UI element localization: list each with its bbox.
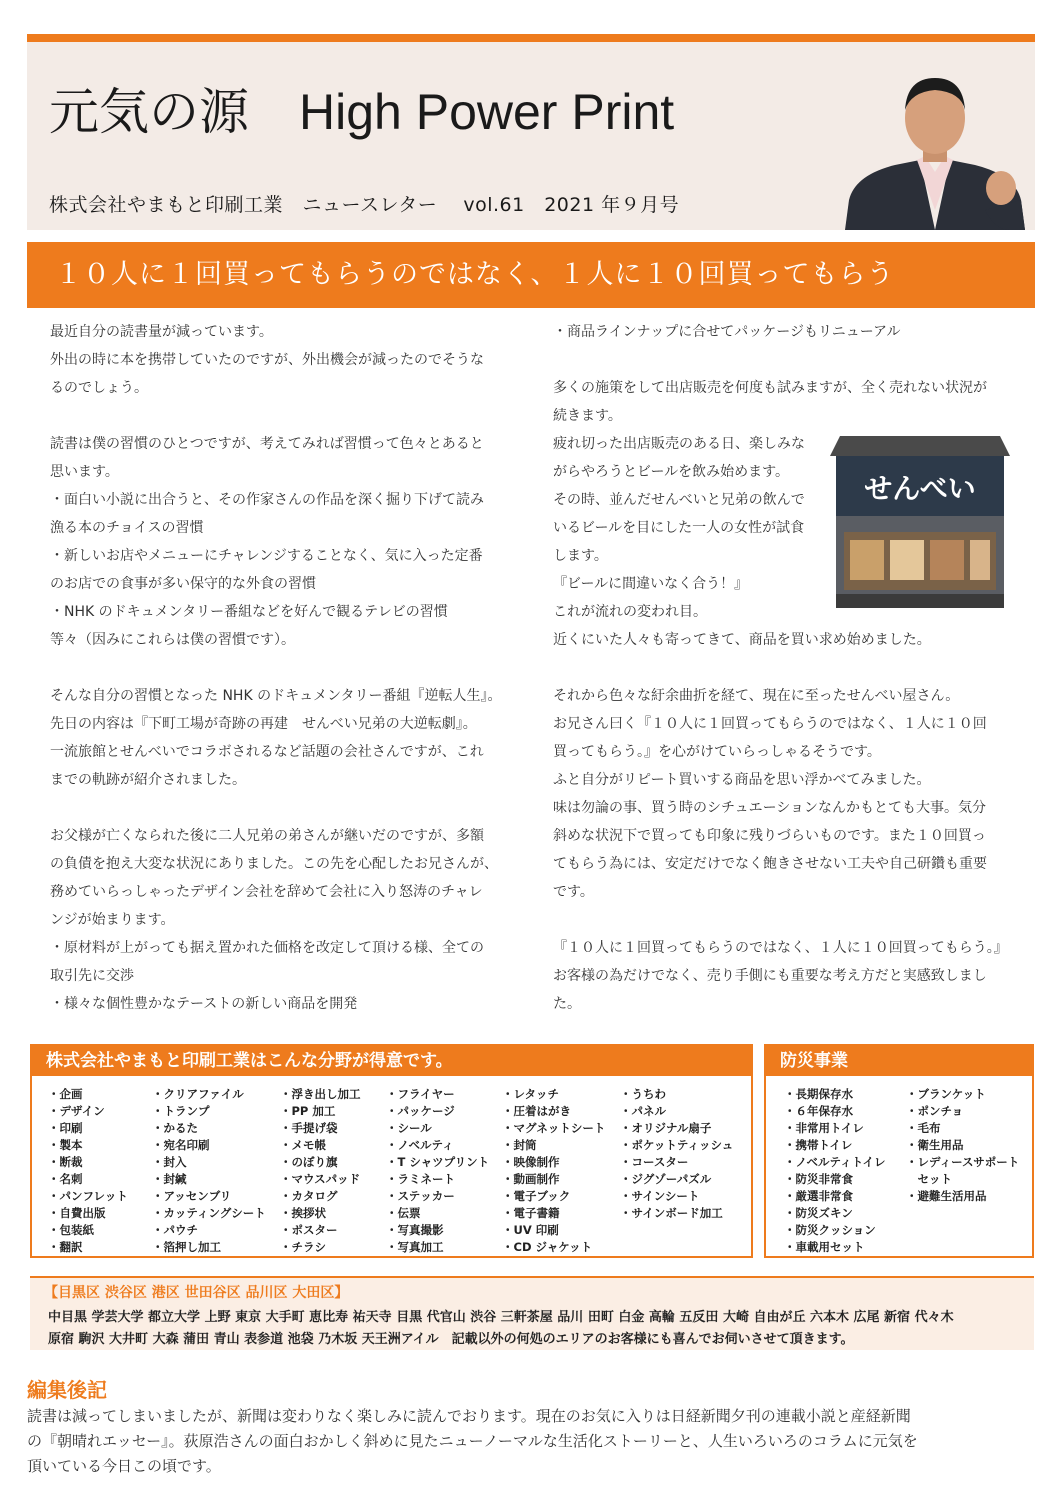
list-item: ・パッケージ	[386, 1104, 455, 1118]
paragraph-line: 読書は僕の習慣のひとつですが、考えてみれば習慣って色々とあると	[50, 436, 484, 452]
paragraph-line: 務めていらっしゃったデザイン会社を辞めて会社に入り怒涛のチャレ	[50, 884, 483, 900]
paragraph-line: ・商品ラインナップに合せてパッケージもリニューアル	[553, 324, 901, 340]
list-item: ・避難生活用品	[906, 1189, 987, 1203]
list-item: ・長期保存水	[784, 1087, 853, 1101]
paragraph-line	[50, 654, 520, 682]
list-item: ・箔押し加工	[152, 1240, 221, 1254]
list-item: ・製本	[48, 1138, 83, 1152]
paragraph-line: それから色々な紆余曲折を経て、現在に至ったせんべい屋さん。	[553, 688, 960, 704]
list-item: ・メモ帳	[280, 1138, 326, 1152]
paragraph-line: 最近自分の読書量が減っています。	[50, 324, 273, 340]
paragraph-line: 取引先に交渉	[50, 968, 134, 984]
list-item: ・PP 加工	[280, 1104, 336, 1118]
list-item: ・電子ブック	[502, 1189, 571, 1203]
list-item: ・伝票	[386, 1206, 421, 1220]
list-item: ・携帯トイレ	[784, 1138, 853, 1152]
paragraph-line: がらやろうとビールを飲み始めます。	[553, 464, 790, 480]
headline-banner: １０人に１回買ってもらうのではなく、１人に１０回買ってもらう	[27, 242, 1035, 308]
paragraph-line: 一流旅館とせんべいでコラボされるなど話題の会社さんですが、これ	[50, 744, 484, 760]
list-item: ・かるた	[152, 1121, 198, 1135]
list-item: ・ポケットティッシュ	[620, 1138, 734, 1152]
list-item: ・電子書籍	[502, 1206, 560, 1220]
list-item: ・映像制作	[502, 1155, 560, 1169]
list-item: ・トランプ	[152, 1104, 210, 1118]
paragraph-line: 続きます。	[553, 408, 622, 424]
list-item: ・ブランケット	[906, 1087, 986, 1101]
paragraph-line: 近くにいた人々も寄ってきて、商品を買い求め始めました。	[553, 632, 931, 648]
paragraph-line: の『朝晴れエッセー』。荻原浩さんの面白おかしく斜めに見たニューノーマルな生活化ストーリーと、人生いろいろのコラムに元気を	[27, 1432, 918, 1450]
list-item: ・レタッチ	[502, 1087, 560, 1101]
paragraph-line: そんな自分の習慣となった NHK のドキュメンタリー番組『逆転人生』。	[50, 688, 502, 704]
list-item: ・防災クッション	[784, 1223, 876, 1237]
list-item: ・名刺	[48, 1172, 83, 1186]
disaster-prevention-title: 防災事業	[766, 1046, 1032, 1076]
paragraph-line: ふと自分がリピート買いする商品を思い浮かべてみました。	[553, 772, 931, 788]
list-item: ・防災非常食	[784, 1172, 853, 1186]
list-item: ・アッセンブリ	[152, 1189, 232, 1203]
paragraph-line: 多くの施策をして出店販売を何度も試みますが、全く売れない状況が	[553, 380, 987, 396]
service-area-line-1: 中目黒 学芸大学 都立大学 上野 東京 大手町 恵比寿 祐天寺 目黒 代官山 渋谷 三軒茶屋 品川 田町 白金 高輪 五反田 大崎 自由が丘 六本木 広尾 新宿 代々木	[48, 1310, 954, 1325]
list-item: ・厳選非常食	[784, 1189, 853, 1203]
list-item: ・圧着はがき	[502, 1104, 571, 1118]
paragraph-line: いるビールを目にした一人の女性が試食	[553, 520, 805, 536]
list-item: ・パンフレット	[48, 1189, 128, 1203]
paragraph-line: のお店での食事が多い保守的な外食の習慣	[50, 576, 316, 592]
list-item: ・車載用セット	[784, 1240, 865, 1254]
paragraph-line: 斜めな状況下で買っても印象に残りづらいものです。また１０回買っ	[553, 828, 986, 844]
service-area-panel	[30, 1276, 1034, 1350]
paragraph-line: 疲れ切った出店販売のある日、楽しみな	[553, 436, 805, 452]
list-item: ・ラミネート	[386, 1172, 455, 1186]
list-item: ・UV 印刷	[502, 1223, 559, 1237]
skills-title: 株式会社やまもと印刷工業はこんな分野が得意です。	[32, 1046, 751, 1076]
paragraph-line: です。	[553, 884, 594, 900]
postscript-title: 編集後記	[27, 1378, 107, 1402]
paragraph-line: 『１０人に１回買ってもらうのではなく、１人に１０回買ってもらう。』	[553, 940, 1008, 956]
paragraph-line: 頂いている今日この頃です。	[27, 1457, 221, 1475]
paragraph-line: 外出の時に本を携帯していたのですが、外出機会が減ったのでそうな	[50, 352, 484, 368]
paragraph-line: ・様々な個性豊かなテーストの新しい商品を開発	[50, 996, 358, 1012]
senbei-shop-illustration	[830, 436, 1010, 608]
author-photo	[835, 60, 1035, 230]
paragraph-line: します。	[553, 548, 608, 564]
list-item: ・シール	[386, 1121, 432, 1135]
skills-column	[280, 1086, 361, 1256]
list-item: ・挨拶状	[280, 1206, 326, 1220]
list-item: ・ポンチョ	[906, 1104, 964, 1118]
paragraph-line	[50, 794, 520, 822]
list-item: ・マウスパッド	[280, 1172, 361, 1186]
list-item: ・コースター	[620, 1155, 689, 1169]
list-item: ・レディースサポート	[906, 1155, 1020, 1169]
paragraph-line: てもらう為には、安定だけでなく飽きさせない工夫や自己研鑽も重要	[553, 856, 987, 872]
list-item: ・オリジナル扇子	[620, 1121, 712, 1135]
paragraph-line: これが流れの変われ目。	[553, 604, 707, 620]
paragraph-line	[553, 654, 1023, 682]
paragraph-line: 漁る本のチョイスの習慣	[50, 520, 204, 536]
paragraph-line: ・NHK のドキュメンタリー番組などを好んで観るテレビの習慣	[50, 604, 448, 620]
paragraph-line: 味は勿論の事、買う時のシチュエーションなんかもとても大事。気分	[553, 800, 987, 816]
list-item: セット	[906, 1172, 952, 1186]
list-item: ・企画	[48, 1087, 83, 1101]
disaster-prevention-panel	[764, 1044, 1034, 1258]
list-item: ・封入	[152, 1155, 187, 1169]
list-item: ・サインボード加工	[620, 1206, 723, 1220]
list-item: ・封緘	[152, 1172, 187, 1186]
list-item: ・手提げ袋	[280, 1121, 338, 1135]
skills-column	[48, 1086, 128, 1256]
list-item: ・６年保存水	[784, 1104, 853, 1118]
top-accent-bar	[27, 34, 1035, 42]
list-item: ・浮き出し加工	[280, 1087, 361, 1101]
shop-sign-text: せんべい	[864, 472, 976, 505]
newsletter-header	[27, 42, 1035, 230]
list-item: ・クリアファイル	[152, 1087, 244, 1101]
list-item: ・ノベルティ	[386, 1138, 454, 1152]
disaster-column	[784, 1086, 886, 1256]
service-area-line-2: 原宿 駒沢 大井町 大森 蒲田 青山 表参道 池袋 乃木坂 天王洲アイル 記載以外の何処のエリアのお客様にも喜んでお伺いさせて頂きます。	[48, 1332, 854, 1347]
list-item: ・防災ズキン	[784, 1206, 853, 1220]
paragraph-line: るのでしょう。	[50, 380, 148, 396]
list-item: ・カタログ	[280, 1189, 338, 1203]
list-item: ・マグネットシート	[502, 1121, 606, 1135]
list-item: ・カッティングシート	[152, 1206, 266, 1220]
list-item: ・宛名印刷	[152, 1138, 210, 1152]
newsletter-subtitle: 株式会社やまもと印刷工業 ニュースレター vol.61 2021 年９月号	[49, 194, 680, 216]
list-item: ・パネル	[620, 1104, 666, 1118]
paragraph-line: た。	[553, 996, 581, 1012]
list-item: ・ノベルティトイレ	[784, 1155, 886, 1169]
paragraph-line: 『ビールに間違いなく合う！』	[553, 576, 749, 592]
skills-panel	[30, 1044, 753, 1258]
paragraph-line: お兄さん曰く『１０人に１回買ってもらうのではなく、１人に１０回	[553, 716, 987, 732]
disaster-column	[906, 1086, 1019, 1205]
list-item: ・断裁	[48, 1155, 83, 1169]
list-item: ・衛生用品	[906, 1138, 964, 1152]
list-item: ・チラシ	[280, 1240, 326, 1254]
list-item: ・フライヤー	[386, 1087, 455, 1101]
list-item: ・毛布	[906, 1121, 941, 1135]
service-area-title: 【目黒区 渋谷区 港区 世田谷区 品川区 大田区】	[44, 1285, 349, 1301]
list-item: ・自費出版	[48, 1206, 106, 1220]
paragraph-line: 等々（因みにこれらは僕の習慣です）。	[50, 632, 295, 648]
skills-column	[620, 1086, 733, 1222]
paragraph-line: 買ってもらう。』を心がけていらっしゃるそうです。	[553, 744, 881, 760]
list-item: ・封筒	[502, 1138, 537, 1152]
list-item: ・サインシート	[620, 1189, 700, 1203]
paragraph-line: その時、並んだせんべいと兄弟の飲んで	[553, 492, 805, 508]
paragraph-line	[50, 402, 520, 430]
article-left-column	[50, 318, 520, 1018]
list-item: ・うちわ	[620, 1087, 666, 1101]
list-item: ・動画制作	[502, 1172, 560, 1186]
article-right-column	[553, 318, 1023, 1018]
paragraph-line: ・面白い小説に出合うと、その作家さんの作品を深く掘り下げて読み	[50, 492, 484, 508]
list-item: ・デザイン	[48, 1104, 105, 1118]
paragraph-line: ンジが始まります。	[50, 912, 175, 928]
list-item: ・印刷	[48, 1121, 83, 1135]
skills-column	[386, 1086, 489, 1256]
postscript-body	[27, 1404, 1037, 1479]
list-item: ・のぼり旗	[280, 1155, 338, 1169]
skills-column	[502, 1086, 605, 1256]
paragraph-line: お客様の為だけでなく、売り手側にも重要な考え方だと実感致しまし	[553, 968, 987, 984]
paragraph-line: の負債を抱え大変な状況にありました。この先を心配したお兄さんが、	[50, 856, 498, 872]
paragraph-line: ・新しいお店やメニューにチャレンジすることなく、気に入った定番	[50, 548, 483, 564]
list-item: ・翻訳	[48, 1240, 83, 1254]
list-item: ・包装紙	[48, 1223, 94, 1237]
list-item: ・ステッカー	[386, 1189, 455, 1203]
list-item: ・非常用トイレ	[784, 1121, 864, 1135]
newsletter-title: 元気の源 High Power Print	[49, 84, 675, 140]
paragraph-line: お父様が亡くなられた後に二人兄弟の弟さんが継いだのですが、多額	[50, 828, 484, 844]
paragraph-line	[553, 346, 1023, 374]
paragraph-line	[553, 906, 1023, 934]
paragraph-line: 読書は減ってしまいましたが、新聞は変わりなく楽しみに読んでおります。現在のお気に入りは日経新聞夕刊の連載小説と産経新聞	[27, 1407, 911, 1425]
paragraph-line: までの軌跡が紹介されました。	[50, 772, 246, 788]
paragraph-line: 先日の内容は『下町工場が奇跡の再建 せんべい兄弟の大逆転劇』。	[50, 716, 477, 732]
paragraph-line: ・原材料が上がっても据え置かれた価格を改定して頂ける様、全ての	[50, 940, 484, 956]
list-item: ・CD ジャケット	[502, 1240, 593, 1254]
list-item: ・写真加工	[386, 1240, 444, 1254]
list-item: ・ジグゾーパズル	[620, 1172, 712, 1186]
list-item: ・ポスター	[280, 1223, 338, 1237]
list-item: ・パウチ	[152, 1223, 198, 1237]
list-item: ・写真撮影	[386, 1223, 444, 1237]
skills-column	[152, 1086, 266, 1256]
paragraph-line: 思います。	[50, 464, 119, 480]
list-item: ・T シャツプリント	[386, 1155, 490, 1169]
